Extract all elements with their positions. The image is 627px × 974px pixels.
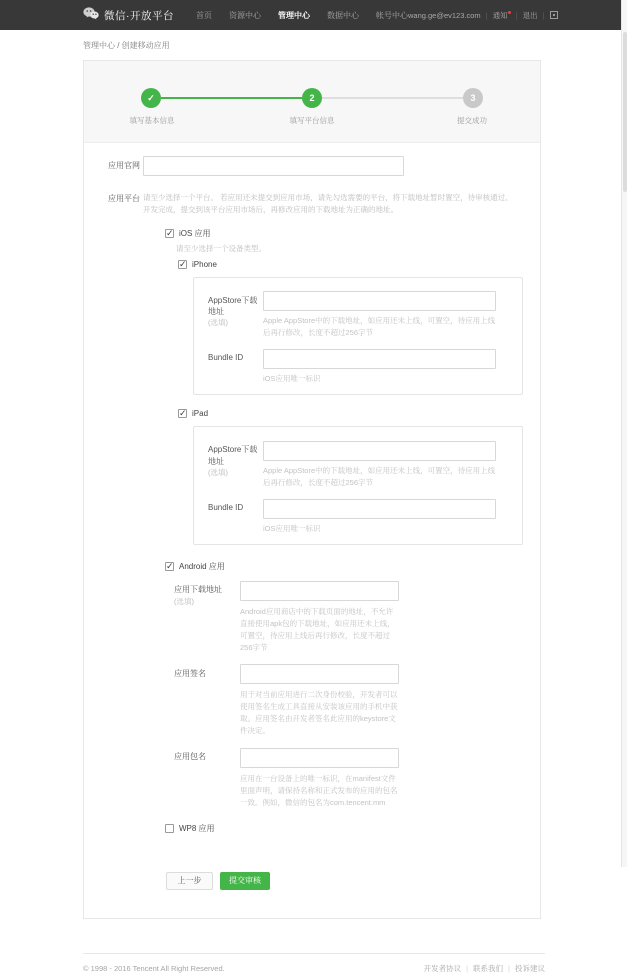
wp8-checkbox[interactable] — [165, 824, 174, 833]
footer-link-developer-agreement[interactable]: 开发者协议 — [423, 963, 462, 973]
separator: | — [466, 963, 469, 973]
qrcode-icon[interactable] — [550, 11, 558, 19]
nav-home[interactable]: 首页 — [196, 10, 212, 20]
iphone-bundleid-label: Bundle ID — [208, 353, 244, 363]
iphone-appstore-input[interactable] — [263, 291, 496, 311]
platform-label: 应用平台 — [108, 193, 140, 203]
optional-tag: (选填) — [208, 467, 228, 477]
notice-badge — [508, 11, 511, 14]
iphone-panel — [193, 277, 523, 396]
ios-checkbox[interactable] — [165, 229, 174, 238]
ipad-appstore-input[interactable] — [263, 441, 496, 461]
optional-tag: (选填) — [174, 597, 194, 607]
main-nav — [196, 10, 408, 21]
ipad-checkbox[interactable] — [178, 409, 187, 418]
website-label: 应用官网 — [108, 161, 140, 170]
android-signature-hint: 用于对当前应用进行二次身份校验，开发者可以使用签名生成工具直接从安装该应用的手机中获取。应用签名由开发者签名此应用的keystore文件决定。 — [240, 690, 398, 736]
ipad-appstore-label: AppStore下载地址 (选填) — [208, 445, 258, 477]
wechat-open-platform-logo[interactable] — [83, 7, 174, 23]
android-package-row — [174, 747, 523, 809]
optional-tag: (选填) — [208, 317, 228, 327]
nav-management-center[interactable]: 管理中心 — [278, 10, 310, 20]
android-package-label: 应用包名 — [174, 752, 206, 762]
ipad-bundleid-hint: iOS应用唯一标识 — [263, 523, 321, 533]
ipad-checkbox-label: iPad — [192, 409, 209, 419]
android-signature-row — [174, 664, 523, 738]
account-email[interactable]: wang.ge@ev123.com — [408, 10, 481, 20]
submit-review-button[interactable]: 提交审核 — [220, 872, 270, 890]
device-type-hint: 请至少选择一个设备类型。 — [176, 243, 266, 253]
iphone-appstore-hint: Apple AppStore中的下载地址，如应用还未上线，可置空，待应用上线后再行修改，长度不超过256字节 — [263, 316, 496, 337]
separator: | — [542, 10, 545, 20]
website-input[interactable] — [143, 156, 404, 176]
android-checkbox-row — [165, 561, 523, 572]
android-download-input[interactable] — [240, 581, 399, 601]
android-signature-label: 应用签名 — [174, 668, 206, 678]
ipad-checkbox-row — [178, 409, 523, 418]
separator: | — [515, 10, 518, 20]
logout-link[interactable]: 退出 — [522, 10, 538, 20]
step3-label: 提交成功 — [457, 116, 487, 125]
android-download-hint: Android应用商店中的下载页面的地址，不允许直接使用apk包的下载地址，如应用还未上线，可置空，待应用上线后再行修改，长度不超过256字节 — [240, 606, 395, 652]
progress-stepper — [84, 61, 540, 143]
ios-checkbox-label: iOS 应用 — [179, 228, 211, 238]
step1-circle-check-icon: ✓ — [141, 88, 161, 108]
step1-label: 填写基本信息 — [129, 116, 175, 125]
top-header — [0, 0, 627, 30]
step-line-pending — [322, 97, 463, 99]
create-app-card — [83, 60, 541, 919]
android-download-row — [174, 580, 523, 654]
step2-label: 填写平台信息 — [289, 116, 335, 125]
footer-link-feedback[interactable]: 投诉建议 — [515, 963, 545, 973]
android-package-hint: 应用在一台设备上的唯一标识，在manifest文件里面声明，请保持名称和正式发布的应用的包名一致。例如，微信的包名为com.tencent.mm — [240, 773, 398, 807]
step3-circle: 3 — [463, 88, 483, 108]
scrollbar-thumb[interactable] — [623, 32, 627, 192]
android-checkbox[interactable] — [165, 562, 174, 571]
ios-checkbox-row — [165, 228, 523, 239]
separator: | — [485, 10, 488, 20]
ipad-bundleid-label: Bundle ID — [208, 503, 244, 513]
ipad-bundleid-input[interactable] — [263, 499, 496, 519]
ipad-panel — [193, 426, 523, 545]
iphone-checkbox[interactable] — [178, 260, 187, 269]
account-area — [408, 10, 558, 21]
platform-info-form — [84, 143, 540, 918]
ipad-appstore-hint: Apple AppStore中的下载地址，如应用还未上线，可置空，待应用上线后再行修改，长度不超过256字节 — [263, 465, 496, 487]
android-signature-input[interactable] — [240, 664, 399, 684]
previous-step-button[interactable]: 上一步 — [166, 872, 213, 890]
iphone-checkbox-row — [178, 260, 523, 269]
breadcrumb: 管理中心 / 创建移动应用 — [0, 30, 627, 60]
android-checkbox-label: Android 应用 — [179, 562, 225, 572]
separator: | — [508, 963, 510, 973]
nav-account-center[interactable]: 帐号中心 — [376, 10, 408, 20]
footer — [83, 953, 545, 974]
android-download-label: 应用下载地址 (选填) — [174, 585, 222, 607]
iphone-checkbox-label: iPhone — [192, 259, 217, 269]
android-package-input[interactable] — [240, 748, 399, 768]
logo-text: 微信·开放平台 — [104, 9, 174, 22]
iphone-bundleid-hint: iOS应用唯一标识 — [263, 373, 321, 383]
scrollbar-track[interactable] — [621, 0, 627, 867]
step-line-done — [161, 97, 302, 99]
nav-resource-center[interactable]: 资源中心 — [229, 10, 261, 20]
iphone-appstore-label: AppStore下载地址 (选填) — [208, 295, 258, 327]
wp8-checkbox-row — [165, 823, 523, 834]
copyright-text: © 1998 - 2016 Tencent All Right Reserved. — [83, 963, 225, 973]
nav-data-center[interactable]: 数据中心 — [327, 10, 359, 20]
footer-link-contact-us[interactable]: 联系我们 — [473, 963, 504, 973]
platform-description: 请至少选择一个平台。 若应用还未提交到应用市场，请先勾选需要的平台，将下载地址暂时置空，待审核通过、开发完成，提交到该平台应用市场后，再修改应用的下载地址为正确的地址。 — [143, 192, 513, 214]
notice-link[interactable]: 通知 — [493, 10, 511, 21]
wp8-checkbox-label: WP8 应用 — [179, 823, 215, 833]
iphone-bundleid-input[interactable] — [263, 349, 496, 369]
step2-circle: 2 — [302, 88, 322, 108]
wechat-bubbles-icon — [83, 7, 99, 23]
